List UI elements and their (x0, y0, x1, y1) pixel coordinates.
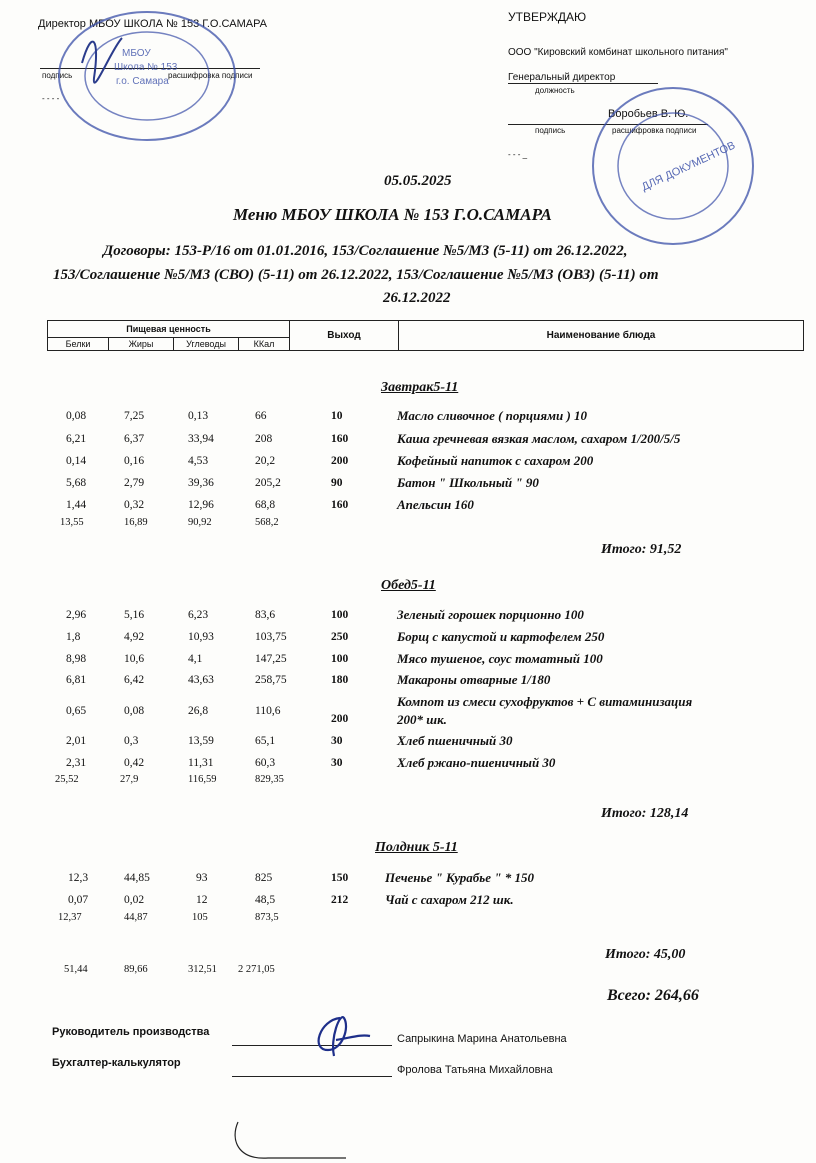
contracts-line-3: 26.12.2022 (383, 290, 451, 306)
fat-header: Жиры (109, 338, 174, 351)
section-itogo: Итого: 91,52 (601, 542, 682, 557)
output-cell: 30 (331, 735, 343, 747)
kcal-total: 829,35 (255, 774, 284, 785)
dish-name: Каша гречневая вязкая маслом, сахаром 1/200/5/5 (397, 431, 681, 446)
kcal-total: 873,5 (255, 912, 279, 923)
table-row: 0,65 0,08 26,8 110,6 200 Компот из смеси сухофруктов + С витаминизация 200* шк. (66, 694, 693, 727)
dish-name: Хлеб ржано-пшеничный 30 (397, 755, 556, 770)
carbs-cell: 12 (196, 894, 208, 906)
kcal-cell: 65,1 (255, 735, 276, 747)
section-title: Полдник 5-11 (375, 840, 458, 855)
table-row: 2,31 0,42 11,31 60,3 30 Хлеб ржано-пшеничный 30 (66, 755, 556, 770)
fat-cell: 6,37 (124, 433, 145, 445)
carbs-cell: 39,36 (188, 477, 214, 489)
fat-cell: 0,16 (124, 455, 145, 467)
dish-name: Чай с сахаром 212 шк. (385, 892, 514, 907)
carbs-grand-total: 312,51 (188, 964, 217, 975)
section-itogo: Итого: 128,14 (601, 806, 689, 821)
contracts-line-1: Договоры: 153-Р/16 от 01.01.2016, 153/Соглашение №5/М3 (5-11) от 26.12.2022, (103, 243, 628, 259)
carbs-cell: 10,93 (188, 631, 214, 643)
fat-cell: 0,02 (124, 894, 145, 906)
director-position: Генеральный директор (508, 72, 658, 84)
section-title: Обед5-11 (381, 578, 436, 593)
menu-table-header (47, 320, 804, 351)
output-cell: 30 (331, 757, 343, 769)
fat-cell: 0,3 (124, 735, 139, 747)
kcal-cell: 205,2 (255, 477, 281, 489)
dish-name: Кофейный напиток с сахаром 200 (397, 453, 594, 468)
table-row: 5,68 2,79 39,36 205,2 90 Батон " Школьный " 90 (66, 475, 539, 490)
school-stamp (52, 8, 242, 148)
approve-label: УТВЕРЖДАЮ (508, 10, 587, 24)
carbs-cell: 4,53 (188, 455, 209, 467)
carbs-cell: 26,8 (188, 705, 209, 717)
kcal-grand-total: 2 271,05 (238, 964, 275, 975)
kcal-total: 568,2 (255, 517, 279, 528)
position-caption: должность (535, 86, 575, 95)
director-sign-caption: подпись (42, 71, 73, 80)
dish-name: Зеленый горошек порционно 100 (397, 607, 584, 622)
nutrition-header: Пищевая ценность (48, 321, 290, 338)
output-cell: 212 (331, 894, 349, 906)
table-row: 0,08 7,25 0,13 66 10 Масло сливочное ( порциями ) 10 (66, 408, 588, 423)
output-header: Выход (290, 321, 399, 351)
carbs-cell: 0,13 (188, 410, 209, 422)
table-row: 1,44 0,32 12,96 68,8 160 Апельсин 160 (66, 497, 474, 512)
output-cell: 250 (331, 631, 349, 643)
kcal-cell: 60,3 (255, 757, 276, 769)
contracts-line-2: 153/Соглашение №5/М3 (СВО) (5-11) от 26.12.2022, 153/Соглашение №5/М3 (ОВЗ) (5-11) от (53, 267, 659, 283)
dish-name-header: Наименование блюда (399, 321, 804, 351)
kcal-cell: 48,5 (255, 894, 276, 906)
section-title: Завтрак5-11 (381, 380, 459, 395)
fat-cell: 0,42 (124, 757, 145, 769)
grand-total-row: 51,44 89,66 312,51 2 271,05 (64, 964, 275, 975)
svg-text:Школа № 153: Школа № 153 (114, 62, 178, 73)
dish-name: Борщ с капустой и картофелем 250 (397, 629, 605, 644)
carbs-cell: 6,23 (188, 609, 209, 621)
kcal-cell: 825 (255, 872, 273, 884)
output-cell: 160 (331, 433, 349, 445)
kcal-cell: 83,6 (255, 609, 276, 621)
table-row: 2,96 5,16 6,23 83,6 100 Зеленый горошек порционно 100 (66, 607, 584, 622)
table-row: 8,98 10,6 4,1 147,25 100 Мясо тушеное, соус томатный 100 (66, 651, 603, 666)
company-stamp (588, 84, 758, 249)
org-name: ООО "Кировский комбинат школьного питания" (508, 47, 728, 58)
kcal-cell: 208 (255, 433, 273, 445)
kcal-cell: 20,2 (255, 455, 276, 467)
section-total-row: 12,37 44,87 105 873,5 (58, 912, 279, 923)
fat-cell: 10,6 (124, 653, 145, 665)
dish-name: Апельсин 160 (397, 497, 474, 512)
signature-role: Бухгалтер-калькулятор (52, 1057, 181, 1069)
output-cell: 180 (331, 674, 349, 686)
kcal-header: ККал (239, 338, 290, 351)
dish-name: Компот из смеси сухофруктов + С витаминизация (397, 694, 693, 709)
table-row: 0,14 0,16 4,53 20,2 200 Кофейный напиток с сахаром 200 (66, 453, 594, 468)
dish-name: Хлеб пшеничный 30 (397, 733, 513, 748)
dish-name: Масло сливочное ( порциями ) 10 (397, 408, 588, 423)
carbs-cell: 43,63 (188, 674, 214, 686)
fat-cell: 0,32 (124, 499, 145, 511)
scan-artifact (228, 1120, 348, 1163)
menu-title: Меню МБОУ ШКОЛА № 153 Г.О.САМАРА (233, 205, 552, 224)
output-cell: 100 (331, 609, 349, 621)
carbs-cell: 13,59 (188, 735, 214, 747)
kcal-cell: 68,8 (255, 499, 276, 511)
director-title: Директор МБОУ ШКОЛА № 153 Г.О.САМАРА (38, 18, 268, 30)
table-row: 2,01 0,3 13,59 65,1 30 Хлеб пшеничный 30 (66, 733, 513, 748)
handwritten-signature (300, 1010, 380, 1060)
signature-name: Фролова Татьяна Михайловна (397, 1064, 553, 1076)
svg-text:ДЛЯ ДОКУМЕНТОВ: ДЛЯ ДОКУМЕНТОВ (639, 139, 738, 194)
table-row: 6,81 6,42 43,63 258,75 180 Макароны отварные 1/180 (66, 672, 551, 687)
fat-cell: 0,08 (124, 705, 145, 717)
svg-text:г.о. Самара: г.о. Самара (116, 76, 169, 87)
svg-text:МБОУ: МБОУ (122, 48, 151, 59)
output-cell: 150 (331, 872, 349, 884)
output-cell: 200 (331, 455, 349, 467)
signature-line (232, 1076, 392, 1077)
table-row: 6,21 6,37 33,94 208 160 Каша гречневая вязкая маслом, сахаром 1/200/5/5 (66, 431, 681, 446)
fat-cell: 5,16 (124, 609, 145, 621)
director-dashes: - - - - (42, 94, 60, 103)
menu-date: 05.05.2025 (384, 173, 452, 189)
carbs-cell: 4,1 (188, 653, 203, 665)
kcal-cell: 66 (255, 410, 267, 422)
protein-header: Белки (48, 338, 109, 351)
dish-name: Батон " Школьный " 90 (397, 475, 539, 490)
director-name: Воробьев В. Ю. (608, 108, 689, 120)
section-total-row: 25,52 27,9 116,59 829,35 (55, 774, 284, 785)
signature-role: Руководитель производства (52, 1026, 210, 1038)
fat-cell: 6,42 (124, 674, 145, 686)
table-row: 1,8 4,92 10,93 103,75 250 Борщ с капустой и картофелем 250 (66, 629, 605, 644)
director-decode-caption: расшифровка подписи (168, 71, 253, 80)
gd-decode-caption: расшифровка подписи (612, 126, 697, 135)
carbs-cell: 93 (196, 872, 208, 884)
gd-dashes: - - - _ (508, 150, 528, 159)
kcal-cell: 103,75 (255, 631, 287, 643)
dish-name-cont: 200* шк. (397, 712, 447, 727)
section-total-row: 13,55 16,89 90,92 568,2 (60, 517, 279, 528)
fat-total: 16,89 (124, 517, 148, 528)
signature-name: Сапрыкина Марина Анатольевна (397, 1033, 567, 1045)
fat-cell: 44,85 (124, 872, 150, 884)
output-cell: 10 (331, 410, 343, 422)
fat-cell: 7,25 (124, 410, 145, 422)
vsego-total: Всего: 264,66 (607, 987, 699, 1004)
output-cell: 100 (331, 653, 349, 665)
table-row: 12,3 44,85 93 825 150 Печенье " Курабье " * 150 (68, 870, 534, 885)
dish-name: Мясо тушеное, соус томатный 100 (397, 651, 603, 666)
carbs-total: 105 (192, 912, 208, 923)
carbs-total: 90,92 (188, 517, 212, 528)
table-row: 0,07 0,02 12 48,5 212 Чай с сахаром 212 шк. (68, 892, 514, 907)
carbs-cell: 33,94 (188, 433, 214, 445)
gd-sign-caption: подпись (535, 126, 566, 135)
output-cell: 160 (331, 499, 349, 511)
fat-cell: 4,92 (124, 631, 145, 643)
kcal-cell: 147,25 (255, 653, 287, 665)
kcal-cell: 110,6 (255, 705, 281, 717)
fat-total: 44,87 (124, 912, 148, 923)
section-itogo: Итого: 45,00 (605, 947, 686, 962)
dish-name: Макароны отварные 1/180 (397, 672, 551, 687)
carbs-header: Углеводы (174, 338, 239, 351)
fat-total: 27,9 (120, 774, 139, 785)
dish-name: Печенье " Курабье " * 150 (385, 870, 534, 885)
carbs-cell: 11,31 (188, 757, 214, 769)
carbs-cell: 12,96 (188, 499, 214, 511)
fat-cell: 2,79 (124, 477, 145, 489)
output-cell: 90 (331, 477, 343, 489)
kcal-cell: 258,75 (255, 674, 287, 686)
fat-grand-total: 89,66 (124, 964, 148, 975)
output-cell: 200 (331, 713, 349, 725)
carbs-total: 116,59 (188, 774, 217, 785)
